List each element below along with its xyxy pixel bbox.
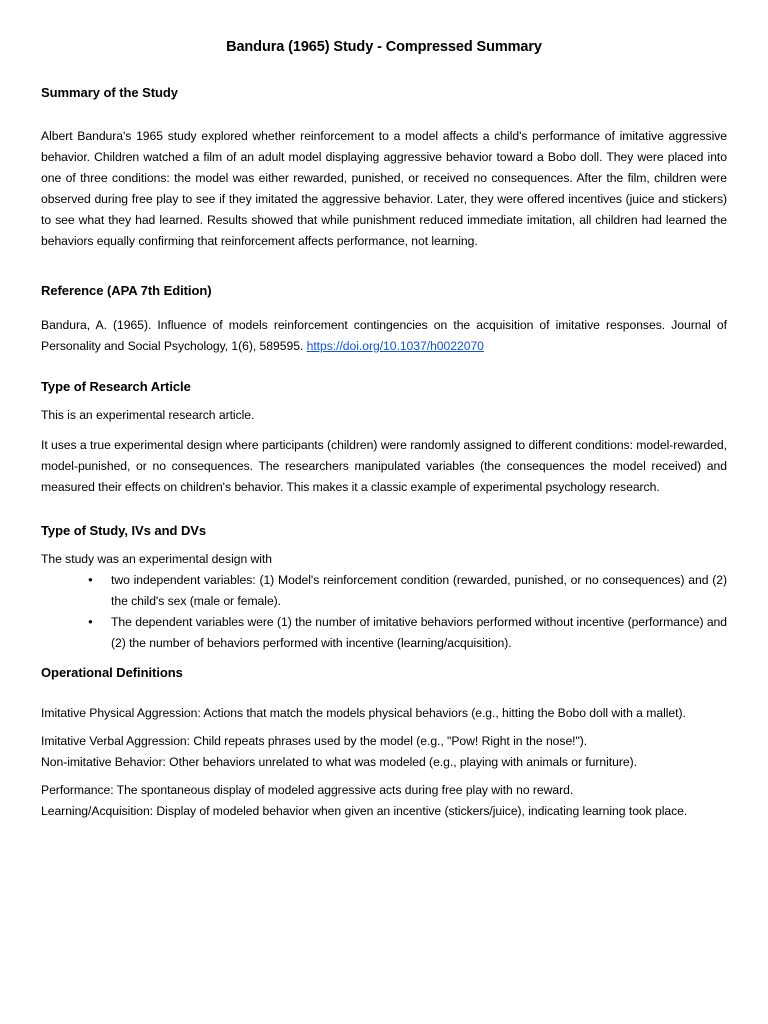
- page-title: Bandura (1965) Study - Compressed Summary: [226, 39, 542, 55]
- definition-learning-acquisition: Learning/Acquisition: Display of modeled behavior when given an incentive (stickers/juice), indicating learning took place.: [41, 804, 688, 819]
- paragraph-summary: Albert Bandura's 1965 study explored whether reinforcement to a model affects a child's performance of imitative aggressive behavior. Children watched a film of an adult model displaying aggressive behavior toward a Bobo doll. They were placed into one of three conditions: the model was either rewarded, punished, or received no consequences. After the film, children were observed during free play to see if they imitated the aggressive behavior. Later, they were offered incentives (juice and stickers) to see what they had learned. Results showed that while punishment reduced immediate imitation, all children had learned the behaviors equally confirming that reinforcement affects performance, not learning.: [41, 128, 727, 248]
- doi-link[interactable]: https://doi.org/10.1037/h0022070: [306, 338, 484, 353]
- paragraph-type-of-research-article-1: This is an experimental research article.: [41, 408, 255, 423]
- heading-reference: Reference (APA 7th Edition): [41, 282, 212, 298]
- paragraph-reference: [41, 299, 727, 357]
- heading-type-of-research-article: Type of Research Article: [41, 378, 191, 394]
- operational-definitions-block: [41, 681, 727, 822]
- list-item: ● The dependent variables were (1) the number of imitative behaviors performed without incentive (performance) and (2) the number of behaviors performed with incentive (learning/acquisition).: [88, 612, 727, 654]
- heading-operational-definitions: Operational Definitions: [41, 665, 183, 681]
- heading-type-of-study-ivs-dvs: Type of Study, IVs and DVs: [41, 522, 207, 538]
- heading-summary-of-the-study: Summary of the Study: [41, 85, 178, 101]
- reference-citation-text: Bandura, A. (1965). Influence of models reinforcement contingencies on the acquisition of imitative responses. Journal of Personality and Social Psychology, 1(6), 589595.: [41, 317, 727, 353]
- definition-imitative-physical-aggression: Imitative Physical Aggression: Actions that match the models physical behaviors (e.g., hitting the Bobo doll with a mallet).: [41, 706, 686, 721]
- definition-non-imitative-behavior: Non-imitative Behavior: Other behaviors unrelated to what was modeled (e.g., playing with animals or furniture).: [41, 755, 637, 770]
- list-item: ● two independent variables: (1) Model's reinforcement condition (rewarded, punished, or no consequences) and (2) the child's sex (male or female).: [88, 570, 727, 612]
- definition-performance: Performance: The spontaneous display of modeled aggressive acts during free play with no reward.: [41, 783, 574, 798]
- paragraph-type-of-research-article-2: It uses a true experimental design where participants (children) were randomly assigned to different conditions: model-rewarded, model-punished, or no consequences. The researchers manipulated variables (the consequences the model received) and measured their effects on children's behavior. This makes it a classic example of experimental psychology research.: [41, 438, 727, 494]
- list-ivs-dvs: [41, 570, 727, 654]
- paragraph-type-of-study-intro: The study was an experimental design with: [41, 552, 272, 567]
- definition-imitative-verbal-aggression: Imitative Verbal Aggression: Child repeats phrases used by the model (e.g., "Pow! Right in the nose!").: [41, 734, 588, 749]
